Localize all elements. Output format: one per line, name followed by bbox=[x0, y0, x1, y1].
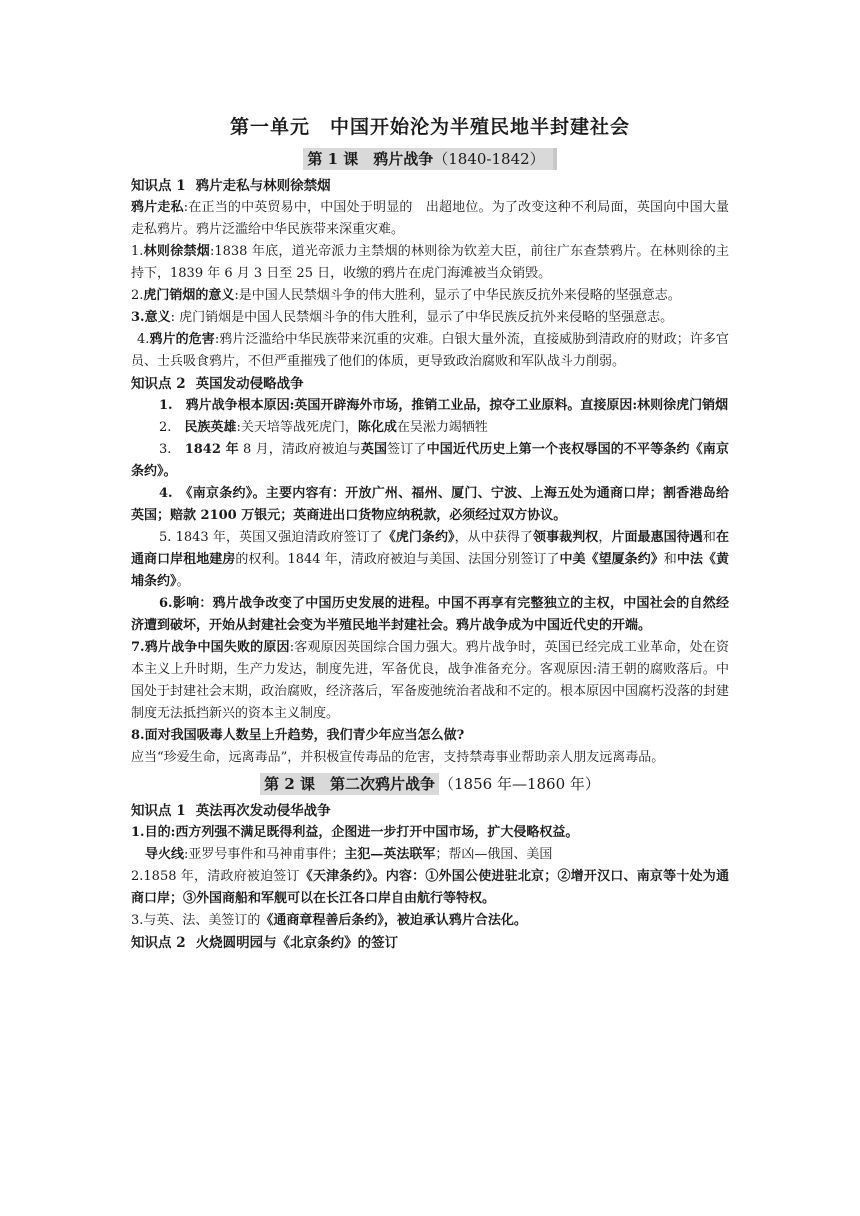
l1-kp2-title: 英国发动侵略战争 bbox=[195, 376, 304, 392]
l1-kp2-p7-head: 7.鸦片战争中国失败的原因 bbox=[131, 640, 290, 655]
l1-kp1-heading bbox=[131, 175, 729, 197]
l2-kp1-title: 英法再次发动侵华战争 bbox=[195, 803, 331, 819]
l1-kp1-p4-head: 鸦片的危害 bbox=[149, 332, 215, 347]
l1-kp2-p5-a: 5. 1843 年，英国又强迫清政府签订了 bbox=[159, 530, 383, 545]
l1-kp2-p8-answer: 应当“珍爱生命，远离毒品”，并积极宣传毒品的危害，支持禁毒事业帮助亲人朋友远离毒品。 bbox=[131, 750, 665, 765]
l2-kp1-p2-a: 导火线 bbox=[145, 847, 185, 862]
l1-kp1-title: 鸦片走私与林则徐禁烟 bbox=[195, 178, 331, 194]
l1-kp1-p3-head: 意义 bbox=[144, 310, 171, 325]
l1-kp2-heading bbox=[131, 373, 729, 395]
l2-kp1-p2-b: :亚罗号事件和马神甫事件； bbox=[184, 847, 345, 862]
l1-kp2-para-1 bbox=[131, 395, 729, 417]
l1-kp2-p6-text: 6.影响：鸦片战争改变了中国历史发展的进程。中国不再享有完整独立的主权，中国社会的自然经济遭到破坏，开始从封建社会变为半殖民地半封建社会。鸦片战争成为中国近代史的开端。 bbox=[131, 596, 729, 633]
l2-kp1-p3-b: 《天津条约》。内容：①外国公使进驻北京；②增开汉口、南京等十处为通商口岸；③外国商船和军舰可以在长江各口岸自由航行等特权。 bbox=[131, 869, 729, 906]
l2-kp2-num: 知识点 2 bbox=[131, 935, 186, 951]
l1-kp2-p3-d: 签订了 bbox=[387, 442, 427, 457]
l2-kp1-p4-b: 《通商章程善后条约》 bbox=[260, 913, 384, 928]
l1-kp2-p5-e: ， bbox=[598, 530, 612, 545]
l1-kp2-p5-b: 《虎门条约》 bbox=[382, 530, 455, 545]
l2-kp1-num: 知识点 1 bbox=[131, 803, 186, 819]
l1-kp2-p2-d: 在吴淞力竭牺牲 bbox=[396, 420, 488, 435]
l1-kp1-para-2 bbox=[131, 285, 729, 307]
l1-kp1-p0-text: :在正当的中英贸易中，中国处于明显的 出超地位。为了改变这种不利局面，英国向中国大量走私鸦片。鸦片泛滥给中华民族带来深重灾难。 bbox=[131, 200, 729, 237]
unit-title: 第一单元 中国开始沦为半殖民地半封建社会 bbox=[229, 116, 630, 138]
lesson-2-heading-box bbox=[260, 773, 439, 795]
l2-kp1-p4-c: ，被迫承认鸦片合法化。 bbox=[383, 913, 527, 928]
l1-kp2-p5-j: 中美《望厦条约》 bbox=[559, 552, 664, 567]
l1-kp2-p5-i: 的权利。1844 年，清政府被迫与美国、法国分别签订了 bbox=[235, 552, 560, 567]
l1-kp2-para-7 bbox=[131, 637, 729, 725]
l1-kp2-p5-k: 和 bbox=[663, 552, 677, 567]
l1-kp2-para-4 bbox=[131, 483, 729, 527]
l1-kp1-p0-head: 鸦片走私 bbox=[131, 200, 184, 215]
l1-kp2-p5-d: 领事裁判权 bbox=[533, 530, 599, 545]
l1-kp1-para-4 bbox=[131, 329, 729, 373]
lesson-2-years: （1856 年—1860 年） bbox=[439, 775, 600, 793]
l1-kp2-p5-f: 片面最惠国待遇 bbox=[611, 530, 703, 545]
l2-kp1-p1-text: 1.目的:西方列强不满足既得利益，企图进一步打开中国市场，扩大侵略权益。 bbox=[131, 825, 579, 840]
l1-kp2-num: 知识点 2 bbox=[131, 376, 186, 392]
l1-kp1-p1-text: :1838 年底，道光帝派力主禁烟的林则徐为钦差大臣，前往广东查禁鸦片。在林则徐的主持下，1839 年 6 月 3 日至 25 日，收缴的鸦片在虎门海滩被当众销毁。 bbox=[131, 244, 729, 281]
l1-kp1-p1-head: 林则徐禁烟 bbox=[143, 244, 210, 259]
l1-kp2-p7-text: :客观原因英国综合国力强大。鸦片战争时，英国已经完成工业革命，处在资本主义上升时期，生产力发达，制度先进，军备优良，战争准备充分。客观原因:清王朝的腐败落后。中国处于封建社会末期，政治腐败，经济落后，军备废弛统治者战和不定的。根本原因中国腐朽没落的封建制度无法抵挡新兴的资本主义制度。 bbox=[131, 640, 730, 721]
lesson-2-heading bbox=[131, 773, 729, 795]
l1-kp2-p2-num: 2. bbox=[159, 420, 172, 435]
l2-kp1-p4-a: 3.与英、法、美签订的 bbox=[131, 913, 261, 928]
l1-kp1-p2-text: :是中国人民禁烟斗争的伟大胜利，显示了中华民族反抗外来侵略的坚强意志。 bbox=[234, 288, 681, 303]
l1-kp1-p3-text: : 虎门销烟是中国人民禁烟斗争的伟大胜利，显示了中华民族反抗外来侵略的坚强意志。 bbox=[170, 310, 674, 325]
l1-kp2-p5-h: 在通商口岸租地建房 bbox=[131, 530, 729, 567]
l2-kp1-p2-c: 主犯—英法联军 bbox=[344, 847, 436, 862]
l1-kp2-p2-c: 陈化成 bbox=[357, 420, 397, 435]
l1-kp2-p3-b: 8 月，清政府被迫与 bbox=[238, 442, 361, 457]
l1-kp1-p4-num: 4. bbox=[137, 332, 150, 347]
l1-kp1-p2-num: 2. bbox=[131, 288, 144, 303]
l1-kp2-para-3 bbox=[131, 439, 729, 483]
l1-kp1-p4-text: :鸦片泛滥给中华民族带来沉重的灾难。白银大量外流，直接威胁到清政府的财政；许多官员、士兵吸食鸦片，不但严重摧残了他们的体质，更导致政治腐败和军队战斗力削弱。 bbox=[131, 332, 729, 369]
lesson-2-label: 第 2 课 第二次鸦片战争 bbox=[264, 775, 435, 793]
l2-kp1-para-3 bbox=[131, 866, 729, 910]
l1-kp2-p5-c: ，从中获得了 bbox=[454, 530, 533, 545]
lesson-1-label: 第 1 课 鸦片战争 bbox=[307, 150, 434, 168]
lesson-1-heading bbox=[131, 148, 729, 170]
l1-kp1-num: 知识点 1 bbox=[131, 178, 186, 194]
l2-kp1-p3-a: 2.1858 年，清政府被迫签订 bbox=[131, 869, 300, 884]
l1-kp2-p3-num: 3. bbox=[159, 442, 172, 457]
l2-kp1-p2-d: ；帮凶—俄国、美国 bbox=[435, 847, 553, 862]
l1-kp1-para-3 bbox=[131, 307, 729, 329]
l1-kp2-p3-e: 中国近代历史上第一个丧权辱国的不平等条约《南京条约》。 bbox=[131, 442, 729, 479]
l2-kp2-title: 火烧圆明园与《北京条约》的签订 bbox=[195, 935, 399, 951]
l1-kp2-para-8q bbox=[131, 725, 729, 747]
lesson-1-years: （1840-1842） bbox=[433, 150, 545, 168]
l2-kp1-para-4 bbox=[131, 910, 729, 932]
l1-kp2-p5-l: 中法《黄埔条约》 bbox=[131, 552, 729, 589]
l1-kp2-para-8a bbox=[131, 747, 729, 769]
l1-kp2-p3-c: 英国 bbox=[360, 442, 388, 457]
l1-kp2-para-6 bbox=[131, 593, 729, 637]
l1-kp2-p4-text: 4. 《南京条约》。主要内容有：开放广州、福州、厦门、宁波、上海五处为通商口岸；割香港岛给英国；赔款 2100 万银元；英商进出口货物应纳税款，必须经过双方协议。 bbox=[131, 486, 729, 523]
l1-kp2-p8-question: 8.面对我国吸毒人数呈上升趋势，我们青少年应当怎么做? bbox=[131, 728, 465, 743]
l1-kp2-p2-a: :关天培 bbox=[236, 420, 280, 435]
l1-kp2-para-5 bbox=[131, 527, 729, 593]
lesson-1-heading-box bbox=[303, 148, 556, 170]
l1-kp2-p5-g: 和 bbox=[702, 530, 716, 545]
l2-kp2-heading bbox=[131, 932, 729, 954]
l1-kp1-para-0 bbox=[131, 197, 729, 241]
l1-kp2-p5-m: 。 bbox=[176, 574, 190, 589]
l1-kp2-para-2 bbox=[131, 417, 729, 439]
l1-kp2-p2-head: 民族英雄 bbox=[184, 420, 237, 435]
l1-kp2-p1-text: 1. 鸦片战争根本原因:英国开辟海外市场，推销工业品，掠夺工业原料。直接原因:林则徐虎门销烟 bbox=[159, 398, 729, 413]
l1-kp1-p2-head: 虎门销烟的意义 bbox=[143, 288, 235, 303]
l2-kp1-para-1 bbox=[131, 822, 729, 844]
l1-kp2-p2-b: 等战死虎门， bbox=[279, 420, 358, 435]
l1-kp2-p3-a: 1842 年 bbox=[184, 442, 239, 457]
l1-kp1-para-1 bbox=[131, 241, 729, 285]
l1-kp1-p3-num: 3. bbox=[131, 310, 145, 325]
l2-kp1-para-2 bbox=[131, 844, 729, 866]
document-content bbox=[131, 114, 729, 954]
l2-kp1-heading bbox=[131, 800, 729, 822]
l1-kp1-p1-num: 1. bbox=[131, 244, 144, 259]
